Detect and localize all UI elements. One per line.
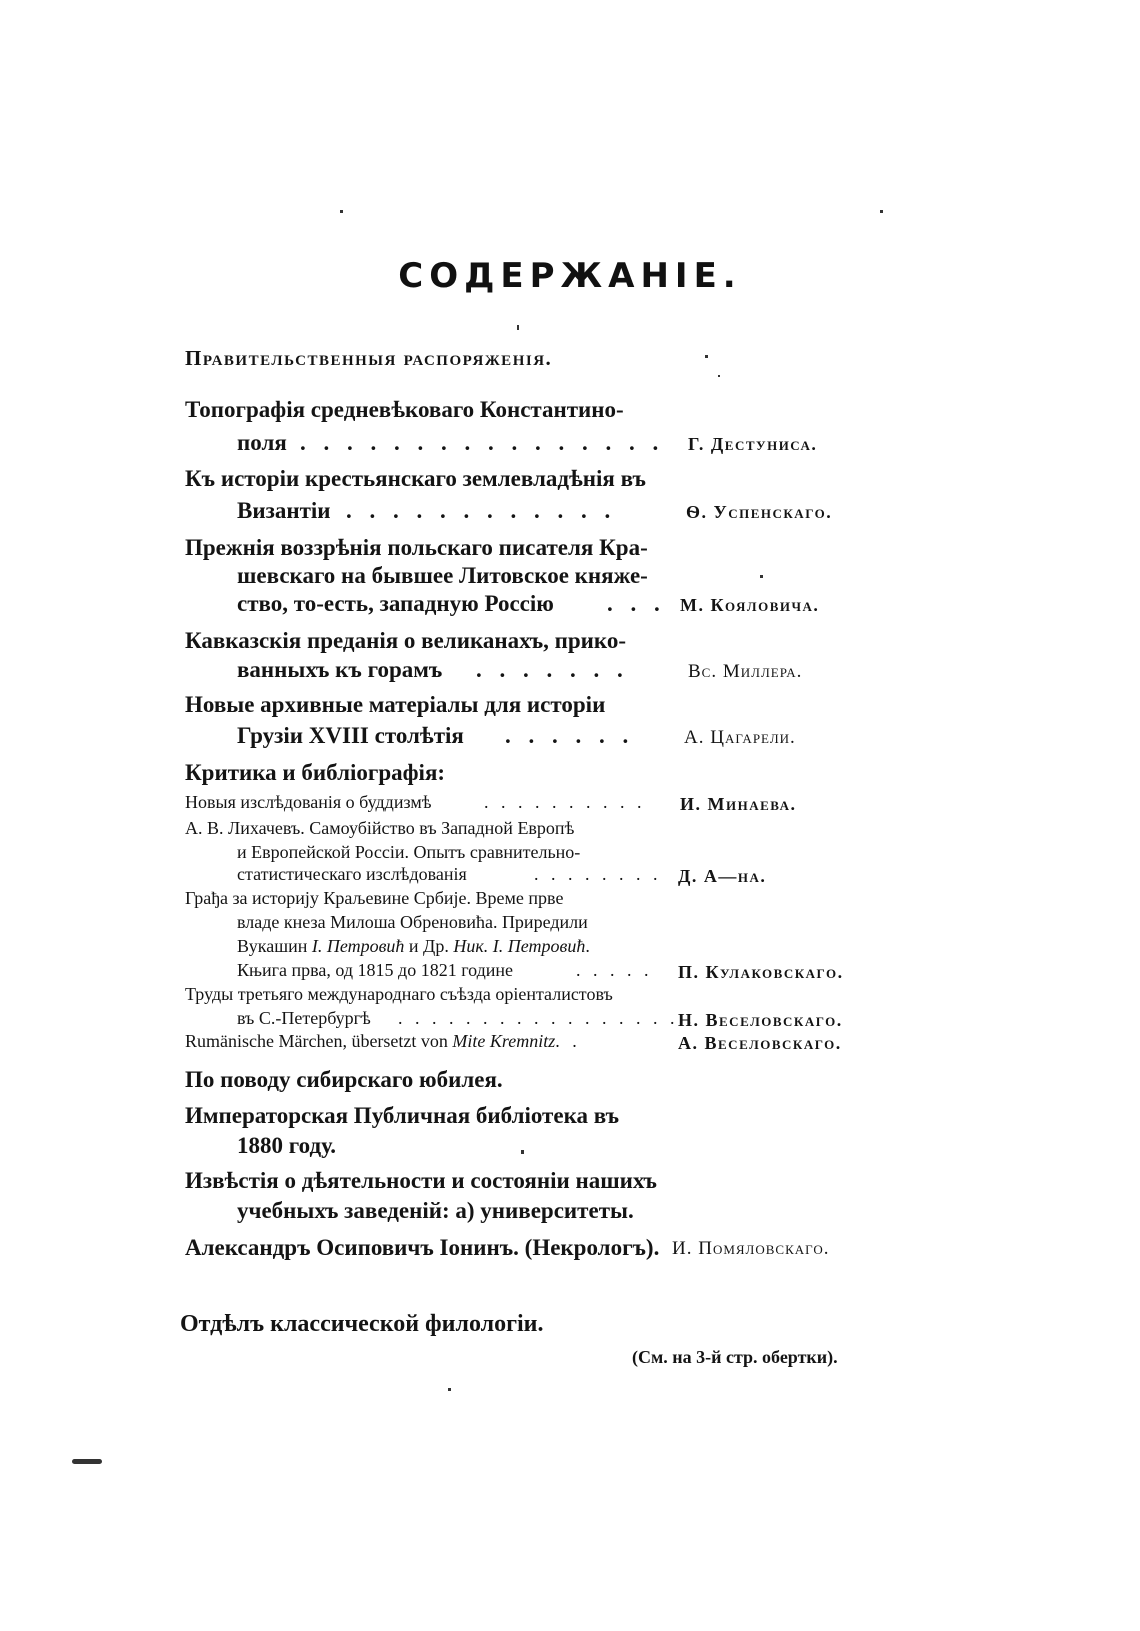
entry-peasant-leader: . . . . . . . . . . . .: [346, 498, 617, 523]
entry-kraszewski-leader: . . .: [607, 591, 666, 616]
entry-georgia-author: А. Цагарели.: [684, 727, 796, 748]
entry-caucasus-line1: Кавказскія преданія о великанахъ, прико-: [185, 628, 627, 653]
entry-news-line2: учебныхъ заведеній: а) университеты.: [237, 1198, 634, 1223]
entry-georgia-leader: . . . . . .: [505, 723, 635, 748]
scan-speck: [517, 325, 519, 330]
review-orientalists-author: Н. Веселовскаго.: [678, 1010, 843, 1030]
page-title: СОДЕРЖАНІЕ.: [398, 256, 742, 296]
review-orientalists-line1: Труды третьяго международнаго съѣзда оріенталистовъ: [185, 984, 613, 1004]
entry-obituary-author: И. Помяловскаго.: [672, 1238, 830, 1259]
entry-topography-author: Г. Дестуниса.: [688, 434, 818, 454]
scan-blot: [72, 1459, 102, 1464]
review-buddhism-author: И. Минаева.: [680, 794, 797, 814]
review-suicide-line1: А. В. Лихачевъ. Самоубійство въ Западной Европѣ: [185, 818, 575, 838]
scan-speck: [448, 1388, 451, 1391]
section-classical-philology: Отдѣлъ классической филологіи.: [180, 1311, 544, 1337]
entry-library-line1: Императорская Публичная библіотека въ: [185, 1103, 619, 1128]
review-rumanian-author: А. Веселовскаго.: [678, 1033, 842, 1053]
review-buddhism-leader: . . . . . . . . . .: [484, 792, 646, 812]
review-serbia-leader: . . . . .: [576, 960, 653, 980]
entry-caucasus-leader: . . . . . . .: [476, 657, 629, 682]
entry-kraszewski-line2: шевскаго на бывшее Литовское княже-: [237, 563, 648, 588]
review-suicide-leader: . . . . . . . .: [534, 864, 662, 884]
entry-caucasus-author: Вс. Миллера.: [688, 661, 803, 682]
entry-topography-leader: . . . . . . . . . . . . . . . .: [300, 430, 665, 455]
section-criticism-heading: Критика и библіографія:: [185, 760, 446, 785]
entry-peasant-line1: Къ исторіи крестьянскаго землевладѣнія въ: [185, 466, 646, 491]
review-serbia-line2: владе кнеза Милоша Обреновића. Приредили: [237, 912, 588, 932]
review-suicide-line3: статистическаго изслѣдованія: [237, 864, 467, 884]
review-suicide-author: Д. А—на.: [678, 866, 767, 886]
footnote-cover-reference: (См. на 3-й стр. обертки).: [632, 1347, 838, 1367]
entry-siberia-jubilee: По поводу сибирскаго юбилея.: [185, 1067, 503, 1092]
entry-topography-line1: Топографія средневѣковаго Константино-: [185, 397, 624, 422]
entry-caucasus-line2: ванныхъ къ горамъ: [237, 657, 443, 682]
scan-speck: [340, 210, 343, 213]
review-serbia-author: П. Кулаковскаго.: [678, 962, 844, 982]
entry-topography-line2: поля: [237, 430, 287, 455]
section-government-orders: Правительственныя распоряженія.: [185, 346, 553, 370]
review-buddhism-title: Новыя изслѣдованія о буддизмѣ: [185, 792, 432, 812]
review-orientalists-line2: въ С.-Петербургѣ: [237, 1008, 371, 1028]
scan-speck: [718, 375, 720, 377]
review-rumanian-tales: Rumänische Märchen, übersetzt von Mite Kremnitz. .: [185, 1031, 581, 1051]
entry-peasant-line2: Византіи: [237, 498, 331, 523]
review-orientalists-leader: . . . . . . . . . . . . . . . . . .: [398, 1008, 696, 1028]
entry-georgia-line1: Новые архивные матеріалы для исторіи: [185, 692, 606, 717]
entry-kraszewski-line3: ство, то-есть, западную Россію: [237, 591, 554, 616]
entry-kraszewski-line1: Прежнія воззрѣнія польскаго писателя Кра-: [185, 535, 648, 560]
entry-obituary: Александръ Осиповичъ Іонинъ. (Некрологъ).: [185, 1235, 660, 1260]
scan-speck: [705, 355, 708, 358]
entry-news-line1: Извѣстія о дѣятельности и состояніи нашихъ: [185, 1168, 657, 1193]
scan-speck: [760, 575, 763, 578]
review-serbia-line3: Вукашин I. Петровић и Др. Ник. I. Петровић.: [237, 936, 590, 956]
scan-speck: [880, 210, 883, 213]
review-serbia-line1: Грађа за историју Краљевине Србије. Време прве: [185, 888, 564, 908]
entry-library-line2: 1880 году.: [237, 1133, 337, 1158]
review-serbia-line4: Књига прва, од 1815 до 1821 године: [237, 960, 514, 980]
entry-georgia-line2: Грузіи XVIII столѣтія: [237, 723, 464, 748]
entry-peasant-author: Ѳ. Успенскаго.: [686, 502, 833, 522]
scan-speck: [521, 1150, 524, 1154]
review-suicide-line2: и Европейской Россіи. Опытъ сравнительно-: [237, 842, 581, 862]
entry-kraszewski-author: М. Кояловича.: [680, 595, 820, 615]
